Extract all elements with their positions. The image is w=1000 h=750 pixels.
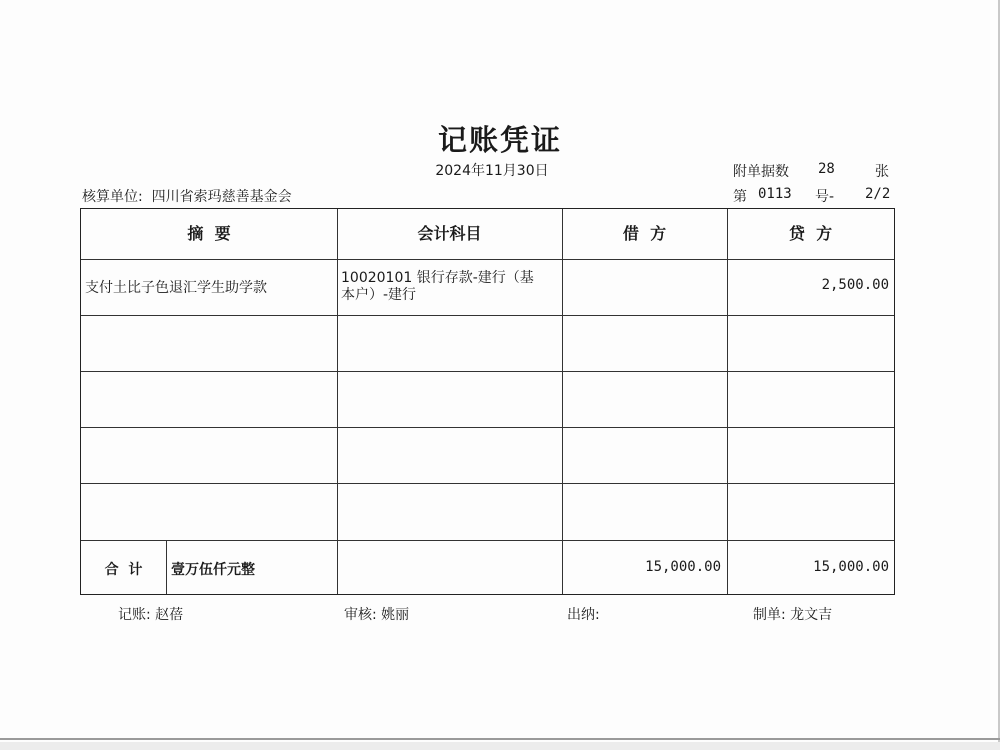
header-account: 会计科目 [417, 224, 482, 243]
voucher-table [80, 208, 895, 595]
column-divider [337, 209, 338, 594]
preparer-name: 龙文吉 [790, 607, 833, 623]
attachments-label: 附单据数 [733, 164, 789, 180]
reviewer-name: 姚丽 [381, 607, 410, 623]
header-debit: 借 方 [622, 224, 667, 243]
reviewer-label: 审核: [344, 607, 377, 623]
total-credit: 15,000.00 [813, 559, 889, 575]
row-divider [81, 427, 894, 428]
scan-edge-bottom [0, 738, 1000, 740]
total-debit: 15,000.00 [645, 559, 721, 575]
bookkeeper-label: 记账: [118, 607, 151, 623]
bookkeeper-signature [118, 604, 183, 624]
header-summary: 摘 要 [187, 224, 231, 243]
unit-name: 四川省索玛慈善基金会 [151, 189, 292, 205]
voucher-page: 2/2 [865, 186, 891, 202]
bookkeeper-name: 赵蓓 [155, 607, 184, 623]
voucher-number-prefix: 第 [733, 189, 747, 205]
accounting-unit [82, 186, 292, 206]
scan-margin-bottom [0, 742, 1000, 750]
unit-label: 核算单位: [82, 189, 143, 205]
row-summary: 支付土比子色退汇学生助学款 [85, 280, 267, 296]
row-divider [81, 259, 894, 260]
preparer-signature [753, 604, 832, 624]
preparer-label: 制单: [753, 607, 786, 623]
column-divider [562, 209, 563, 594]
row-account-line2: 本户）-建行 [341, 287, 417, 303]
reviewer-signature [344, 604, 409, 624]
attachments-count: 28 [818, 161, 835, 177]
column-divider [727, 209, 728, 594]
cashier-label: 出纳: [567, 607, 600, 623]
row-divider [81, 371, 894, 372]
row-divider [81, 540, 894, 541]
row-credit: 2,500.00 [821, 277, 889, 293]
header-credit: 贷 方 [788, 224, 833, 243]
cashier-signature [567, 604, 600, 624]
row-divider [81, 315, 894, 316]
row-account-line1: 10020101 银行存款-建行（基 [341, 270, 534, 286]
total-label: 合 计 [104, 562, 143, 578]
voucher-title: 记账凭证 [437, 123, 562, 157]
voucher-number-suffix: 号- [815, 189, 835, 205]
attachments-unit: 张 [875, 164, 889, 180]
row-divider [81, 483, 894, 484]
column-divider-total [166, 540, 167, 594]
voucher-date: 2024年11月30日 [435, 163, 549, 179]
row-account [341, 270, 534, 304]
total-amount-words: 壹万伍仟元整 [171, 562, 255, 578]
voucher-number: 0113 [758, 186, 792, 202]
